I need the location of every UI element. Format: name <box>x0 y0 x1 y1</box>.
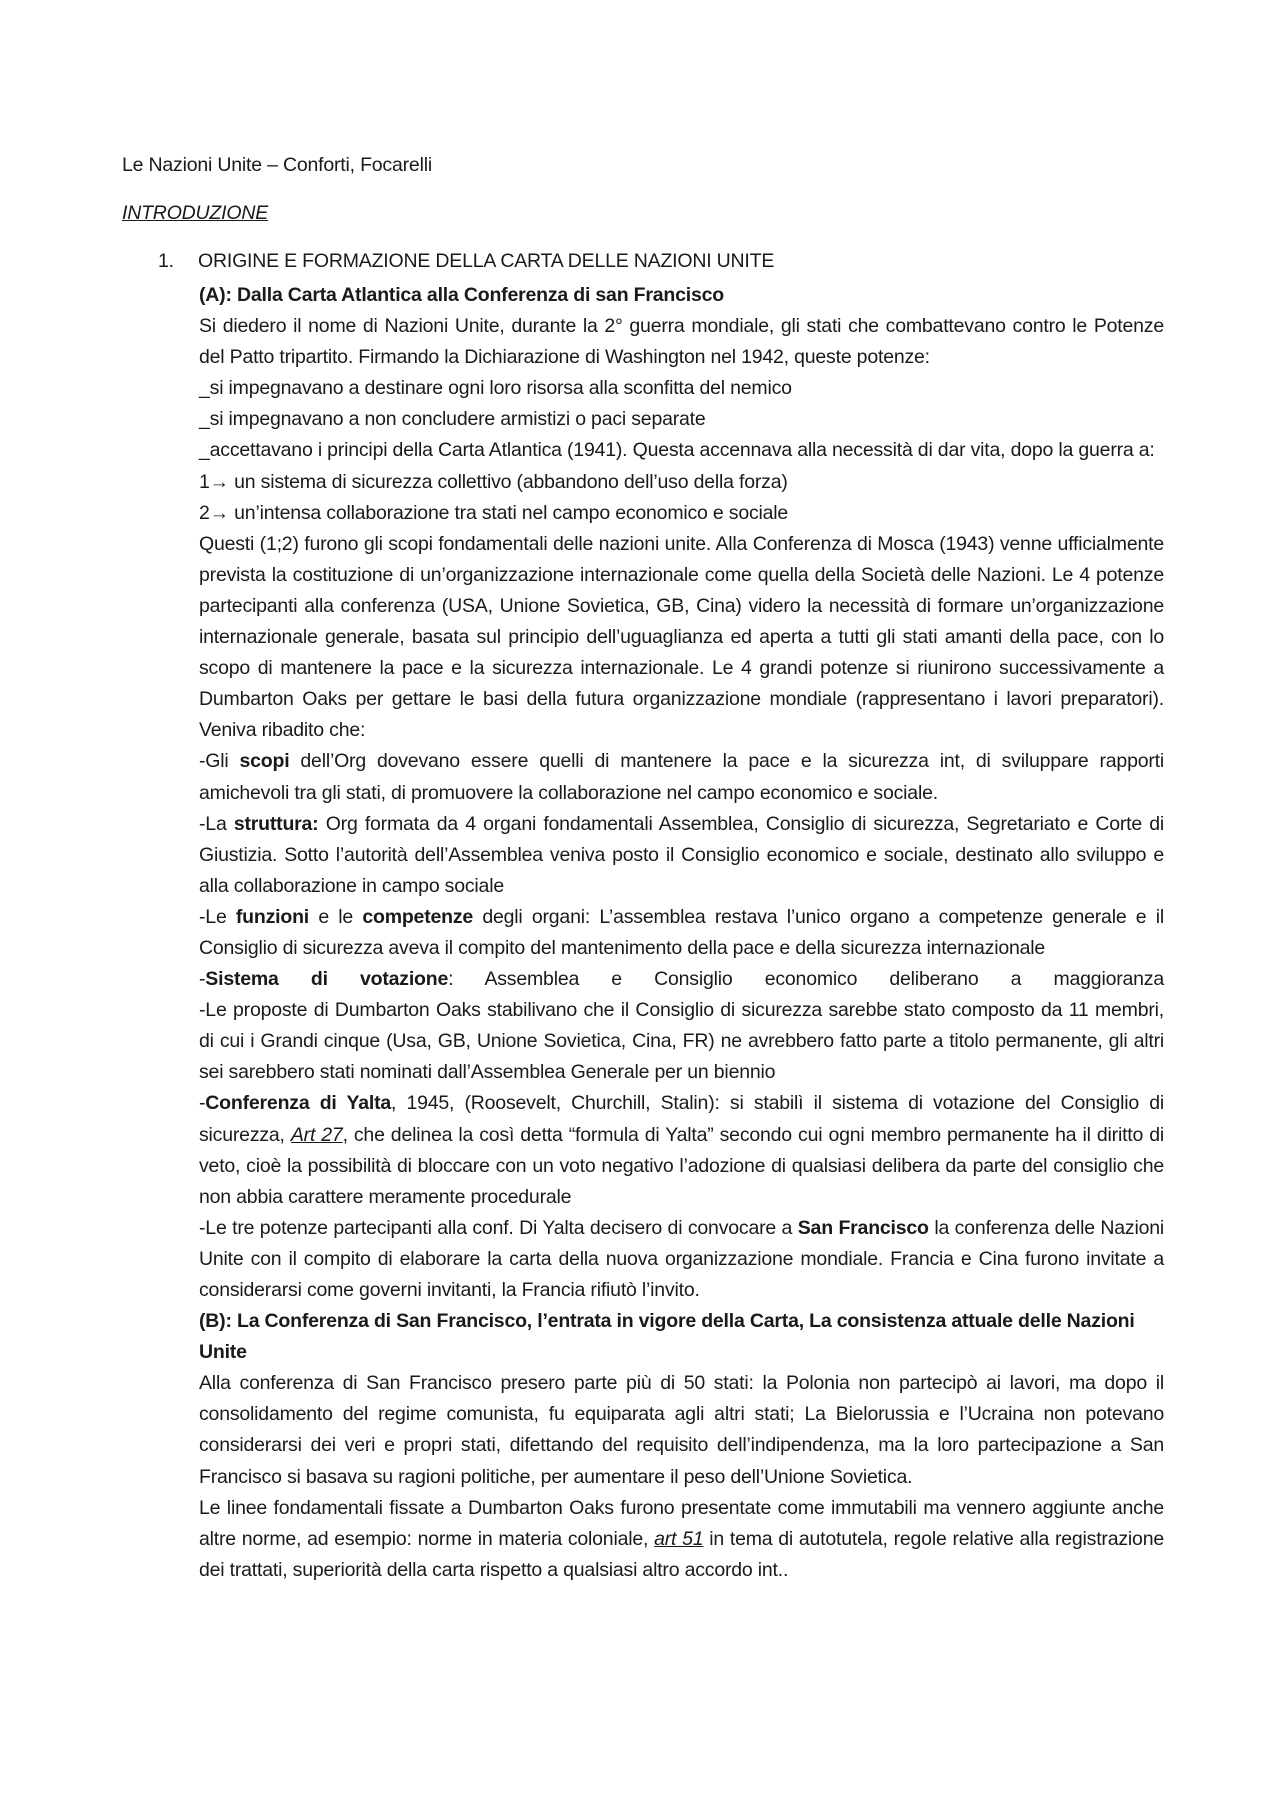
list-item: 1→ un sistema di sicurezza collettivo (abbandono dell’uso della forza) <box>199 470 788 493</box>
article-reference: Art 27 <box>290 1123 343 1146</box>
paragraph-sanfrancisco: -Le tre potenze partecipanti alla conf. Di Yalta decisero di convocare a San Francisco la conferenza delle Nazioni Unite con il compito di elaborare la carta della nuova organizzazione mondiale. Francia e Cina furono invitate a considerarsi come governi invitanti, la Francia rifiutò l’invito. <box>199 1216 1165 1301</box>
document-title: Le Nazioni Unite – Conforti, Focarelli <box>122 154 432 176</box>
paragraph-b2: Le linee fondamentali fissate a Dumbarton Oaks furono presentate come immutabili ma vennero aggiunte anche altre norme, ad esempio: norme in materia coloniale, art 51 in tema di autotutela, regole relative alla registrazione dei trattati, superiorità della carta rispetto a qualsiasi altro accordo int.. <box>199 1496 1164 1581</box>
paragraph: Questi (1;2) furono gli scopi fondamentali delle nazioni unite. Alla Conferenza di Mosca (1943) venne ufficialmente prevista la costituzione di un’organizzazione internazionale come quella della Società delle Nazioni. Le 4 potenze partecipanti alla conferenza (USA, Unione Sovietica, GB, Cina) videro la necessità di formare un’organizzazione internazionale generale, basata sul principio dell’uguaglianza ed aperta a tutti gli stati amanti della pace, con lo scopo di mantenere la pace e la sicurezza internazionale. Le 4 grandi potenze si riunirono successivamente a Dumbarton Oaks per gettare le basi della futura organizzazione mondiale (rappresentano i lavori preparatori). Veniva ribadito che: <box>199 532 1164 742</box>
paragraph: -Le proposte di Dumbarton Oaks stabilivano che il Consiglio di sicurezza sarebbe stato composto da 11 membri, di cui i Grandi cinque (Usa, GB, Unione Sovietica, Cina, FR) ne avrebbero fatto parte a titolo permanente, gli altri sei sarebbero stati nominati dall’Assemblea Generale per un biennio <box>199 999 1164 1084</box>
document-body <box>199 280 1164 1586</box>
paragraph: Si diedero il nome di Nazioni Unite, durante la 2° guerra mondiale, gli stati che combattevano contro le Potenze del Patto tripartito. Firmando la Dichiarazione di Washington nel 1942, queste potenze: <box>199 315 1164 369</box>
list-item: _si impegnavano a destinare ogni loro risorsa alla sconfitta del nemico <box>199 377 792 400</box>
paragraph-scopi: -Gli scopi dell’Org dovevano essere quelli di mantenere la pace e la sicurezza int, di sviluppare rapporti amichevoli tra gli stati, di promuovere la collaborazione nel campo economico e sociale. <box>199 750 1164 804</box>
paragraph-struttura: -La struttura: Org formata da 4 organi fondamentali Assemblea, Consiglio di sicurezza, Segretariato e Corte di Giustizia. Sotto l’autorità dell’Assemblea veniva posto il Consiglio economico e sociale, destinato allo sviluppo e alla collaborazione in campo sociale <box>199 812 1164 897</box>
paragraph-funzioni: -Le funzioni e le competenze degli organi: L’assemblea restava l’unico organo a competenze generale e il Consiglio di sicurezza aveva il compito del mantenimento della pace e della sicurezza internazionale <box>199 905 1164 959</box>
section-heading: INTRODUZIONE <box>122 202 269 224</box>
paragraph: Alla conferenza di San Francisco presero parte più di 50 stati: la Polonia non partecipò ai lavori, ma dopo il consolidamento del regime comunista, fu equiparata agli altri stati; La Bielorussia e l’Ucraina non potevano considerarsi dei veri e propri stati, difettando del requisito dell’indipendenza, ma la loro partecipazione a San Francisco si basava su ragioni politiche, per aumentare il peso dell’Unione Sovietica. <box>199 1372 1164 1488</box>
chapter-heading <box>158 250 774 273</box>
article-reference: art 51 <box>654 1527 704 1550</box>
subsection-b-heading: (B): La Conferenza di San Francisco, l’entrata in vigore della Carta, La consistenza attuale delle Nazioni Unite <box>199 1310 1135 1364</box>
chapter-title: ORIGINE E FORMAZIONE DELLA CARTA DELLE NAZIONI UNITE <box>198 250 775 272</box>
paragraph-votazione: -Sistema di votazione: Assemblea e Consiglio economico deliberano a maggioranza <box>199 968 1165 991</box>
list-item: _accettavano i principi della Carta Atlantica (1941). Questa accennava alla necessità di dar vita, dopo la guerra a: <box>199 439 1155 462</box>
subsection-a-heading: (A): Dalla Carta Atlantica alla Conferenza di san Francisco <box>199 284 724 306</box>
list-item: _si impegnavano a non concludere armistizi o paci separate <box>199 408 706 431</box>
chapter-number: 1. <box>158 250 174 272</box>
list-item: 2→ un’intensa collaborazione tra stati nel campo economico e sociale <box>199 501 789 524</box>
paragraph-yalta: -Conferenza di Yalta, 1945, (Roosevelt, Churchill, Stalin): si stabilì il sistema di votazione del Consiglio di sicurezza, Art 27, che delinea la così detta “formula di Yalta” secondo cui ogni membro permanente ha il diritto di veto, cioè la possibilità di bloccare con un voto negativo l’adozione di qualsiasi delibera da parte del consiglio che non abbia carattere meramente procedurale <box>199 1092 1165 1208</box>
